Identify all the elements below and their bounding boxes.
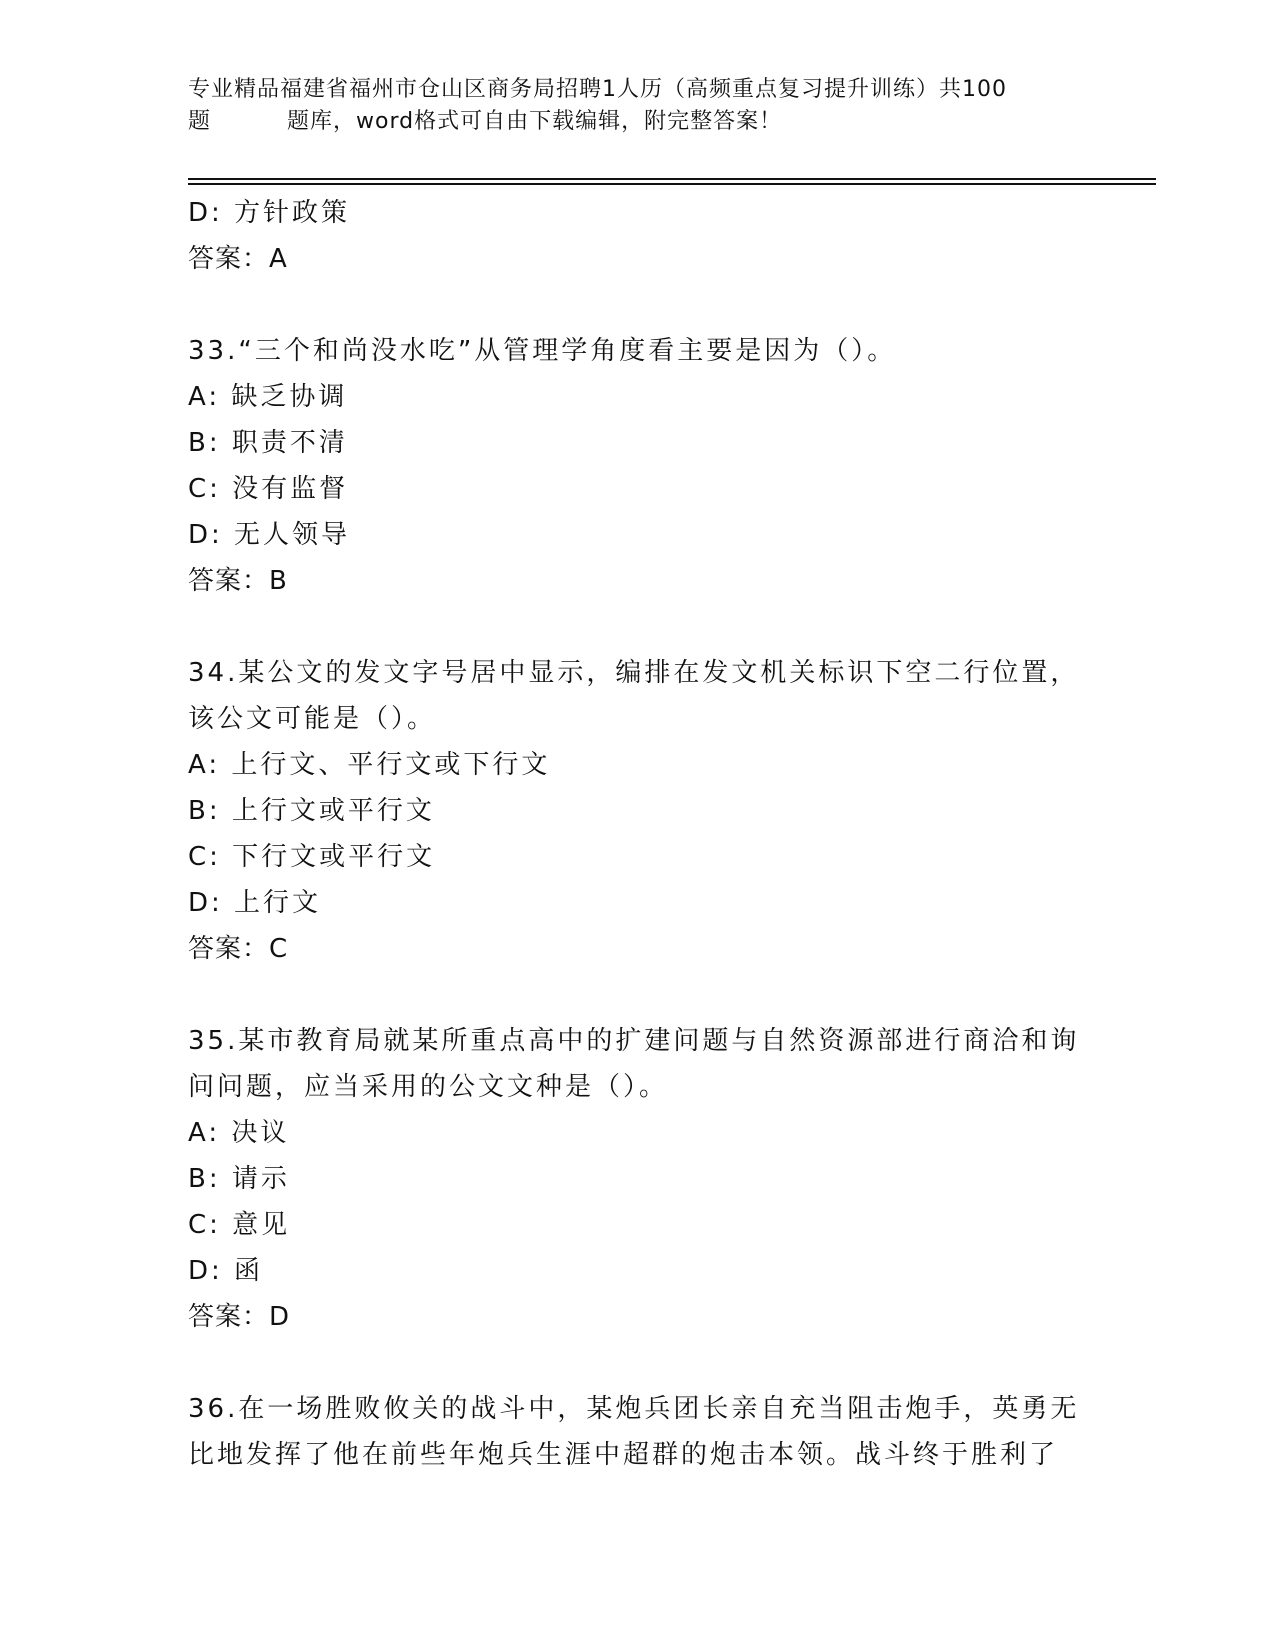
question-block: [188, 1018, 1088, 1340]
header-title-line2-tail: 题库，word格式可自由下载编辑，附完整答案！: [287, 109, 783, 134]
question-text: 33.“三个和尚没水吃”从管理学角度看主要是因为（）。: [188, 336, 897, 366]
answer: 答案：C: [188, 934, 289, 964]
header-title-line1: 专业精品福建省福州市仓山区商务局招聘1人历（高频重点复习提升训练）共100: [188, 77, 1007, 102]
spacer: [188, 282, 1088, 328]
spacer: [188, 604, 1088, 650]
page-header: [188, 74, 1088, 138]
header-rule-top: [188, 178, 1156, 180]
option-c: C: 下行文或平行文: [188, 842, 436, 872]
option-a: A: 上行文、平行文或下行文: [188, 750, 551, 780]
spacer: [188, 1340, 1088, 1386]
option-d: D: 无人领导: [188, 520, 351, 550]
header-title-line2: [188, 106, 1088, 138]
question-text-continued: 该公文可能是（）。: [188, 704, 437, 734]
prev-question-option-d: D: 方针政策: [188, 198, 351, 228]
option-b: B: 请示: [188, 1164, 290, 1194]
answer: 答案：B: [188, 566, 288, 596]
option-a: A: 决议: [188, 1118, 290, 1148]
header-title-line2-head: 题: [188, 109, 212, 134]
question-text: 34.某公文的发文字号居中显示，编排在发文机关标识下空二行位置，: [188, 658, 1080, 688]
option-d: D: 上行文: [188, 888, 322, 918]
option-b: B: 职责不清: [188, 428, 348, 458]
option-d: D: 函: [188, 1256, 264, 1286]
question-text-continued: 问问题，应当采用的公文文种是（）。: [188, 1072, 669, 1102]
question-text-continued: 比地发挥了他在前些年炮兵生涯中超群的炮击本领。战斗终于胜利了: [188, 1440, 1059, 1470]
question-block: [188, 328, 1088, 604]
question-block: [188, 1386, 1088, 1478]
option-b: B: 上行文或平行文: [188, 796, 435, 826]
option-a: A: 缺乏协调: [188, 382, 348, 412]
document-body: [188, 190, 1088, 1478]
answer: 答案：D: [188, 1302, 291, 1332]
question-block: [188, 650, 1088, 972]
option-c: C: 意见: [188, 1210, 291, 1240]
question-text: 35.某市教育局就某所重点高中的扩建问题与自然资源部进行商洽和询: [188, 1026, 1080, 1056]
option-c: C: 没有监督: [188, 474, 349, 504]
spacer: [188, 972, 1088, 1018]
prev-question-answer: 答案：A: [188, 244, 288, 274]
question-text: 36.在一场胜败攸关的战斗中，某炮兵团长亲自充当阻击炮手，英勇无: [188, 1394, 1080, 1424]
header-rule-bottom: [188, 183, 1156, 185]
